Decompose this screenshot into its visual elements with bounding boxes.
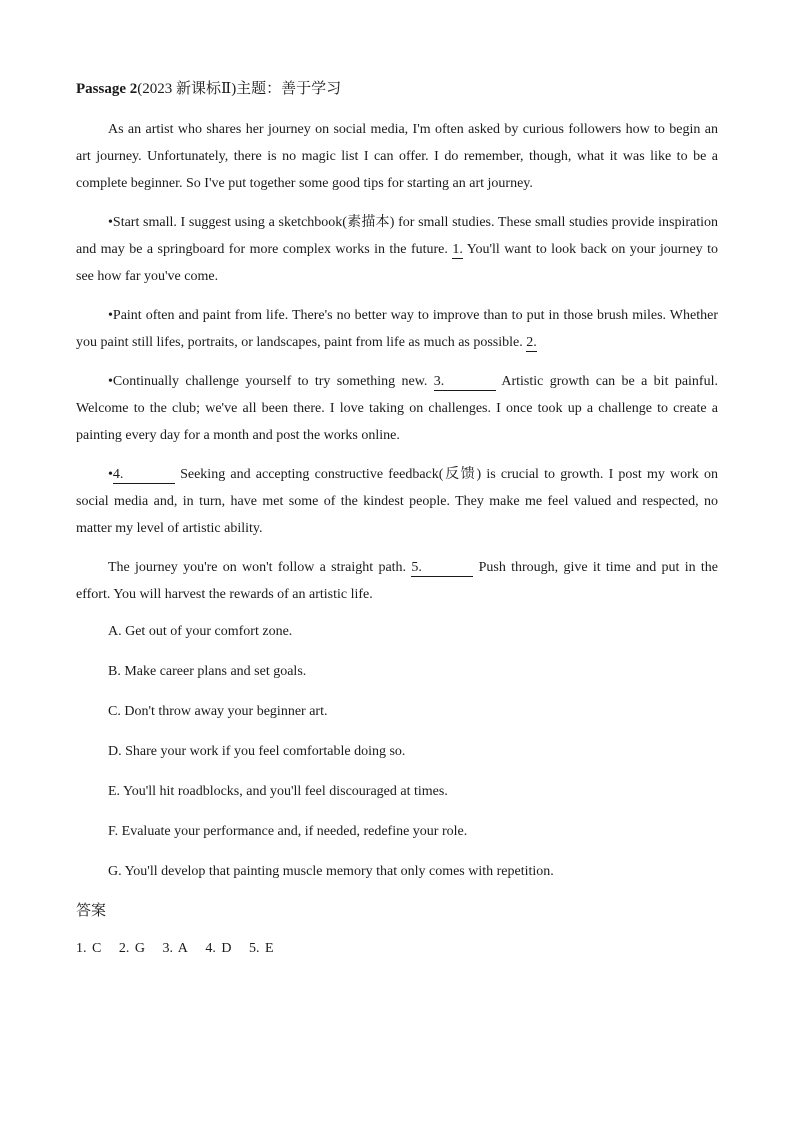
tip-1-text: •Start small. I suggest using a sketchbook(素描本) for small studies. These small studies provide inspiration and may be a springboard for more complex works in the future. <box>76 215 718 257</box>
closing-text: The journey you're on won't follow a straight path. <box>108 560 412 575</box>
option-e: E. You'll hit roadblocks, and you'll feel discouraged at times. <box>108 784 448 799</box>
closing-text-after: Push through, give it time and put in the effort. You will harvest the rewards of an artistic life. <box>76 560 718 602</box>
tip-paragraph-2 <box>76 302 718 356</box>
answer-2: 2. G <box>118 941 145 956</box>
blank-2: 2. <box>526 335 537 350</box>
option-f: F. Evaluate your performance and, if needed, redefine your role. <box>108 824 468 839</box>
tip-paragraph-4 <box>76 461 718 542</box>
answer-1: 1. C <box>76 941 102 956</box>
tip-3-text-after: Artistic growth can be a bit painful. Welcome to the club; we've all been there. I love taking on challenges. I once took up a challenge to create a painting every day for a month and post the works online. <box>76 374 718 443</box>
blank-5: 5. <box>411 560 473 577</box>
tip-4-text-after: Seeking and accepting constructive feedback(反馈) is crucial to growth. I post my work on social media and, in turn, have met some of the kindest people. They make me feel valued and respected, no matter my level of artistic ability. <box>76 467 718 536</box>
tip-paragraph-1 <box>76 209 718 290</box>
blank-4: 4. <box>113 467 175 484</box>
tip-3-text: •Continually challenge yourself to try something new. <box>108 374 434 389</box>
passage-label: Passage 2 <box>76 81 138 97</box>
blank-3: 3. <box>434 374 496 391</box>
option-g: G. You'll develop that painting muscle memory that only comes with repetition. <box>108 864 554 879</box>
document-page <box>76 78 718 960</box>
answer-5: 5. E <box>248 941 274 956</box>
option-b: B. Make career plans and set goals. <box>108 664 307 679</box>
option-c: C. Don't throw away your beginner art. <box>108 704 328 719</box>
answer-key <box>76 938 718 960</box>
answer-heading: 答案 <box>76 903 107 919</box>
tip-2-text: •Paint often and paint from life. There's no better way to improve than to put in those brush miles. Whether you paint still lifes, portraits, or landscapes, paint from life as much as possible. <box>76 308 718 350</box>
answer-3: 3. A <box>162 941 188 956</box>
tip-4-bullet: • <box>108 467 113 482</box>
closing-paragraph <box>76 554 718 608</box>
answer-4: 4. D <box>205 941 232 956</box>
options-list <box>76 620 718 883</box>
option-d: D. Share your work if you feel comfortable doing so. <box>108 744 406 759</box>
passage-source-topic: (2023 新课标Ⅱ)主题：善于学习 <box>137 81 342 97</box>
intro-paragraph: As an artist who shares her journey on social media, I'm often asked by curious followers how to begin an art journey. Unfortunately, there is no magic list I can offer. I do remember, though, what it was like to be a complete beginner. So I've put together some good tips for starting an art journey. <box>76 122 718 191</box>
passage-title <box>76 78 718 100</box>
option-a: A. Get out of your comfort zone. <box>108 624 293 639</box>
tip-paragraph-3 <box>76 368 718 449</box>
blank-1: 1. <box>452 242 463 257</box>
tip-1-text-after: You'll want to look back on your journey to see how far you've come. <box>76 242 719 284</box>
